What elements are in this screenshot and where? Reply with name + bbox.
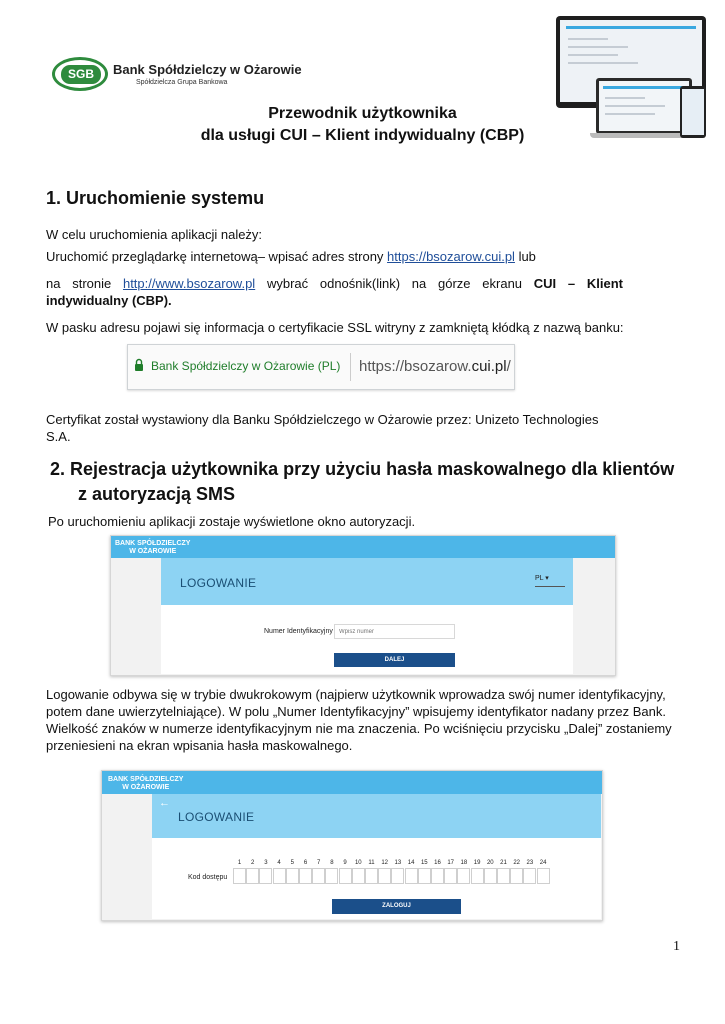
code-position-number: 21 — [500, 860, 507, 866]
section2-heading-line1: 2. Rejestracja użytkownika przy użyciu hasła maskowalnego dla klientów — [50, 459, 675, 479]
doc-title-line2: dla usługi CUI – Klient indywidualny (CBP) — [200, 127, 525, 144]
page-number: 1 — [673, 939, 680, 954]
login-screen-step1 — [110, 535, 616, 676]
code-cell[interactable] — [352, 868, 365, 884]
code-cell[interactable] — [523, 868, 536, 884]
code-position-number: 14 — [407, 860, 415, 866]
code-position-number: 17 — [447, 860, 455, 866]
code-position-number: 9 — [343, 860, 347, 866]
code-cell[interactable] — [246, 868, 259, 884]
doc-title-line1: Przewodnik użytkownika — [268, 105, 457, 122]
next-button[interactable]: DALEJ — [334, 653, 455, 667]
code-position-number: 20 — [486, 860, 494, 866]
language-select[interactable]: PL ▾ — [535, 575, 549, 582]
section2-p2: Logowanie odbywa się w trybie dwukrokowym (najpierw użytkownik wprowadza swój numer identyfikacyjny, potem dane uwierzytelniające). W polu „Numer Identyfikacyjny” wpisujemy identyfikator nadany przez Bank. Wielkość znaków w numerze identyfikacyjnym nie ma znaczenia. Po wciśnięciu przycisku „Dalej” zostaniemy przeniesieni na ekran wpisania hasła maskowalnego. — [46, 687, 672, 753]
code-cell[interactable] — [484, 868, 497, 884]
address-bar-image — [127, 344, 515, 390]
bank-name: Bank Spółdzielczy w Ożarowie — [113, 62, 302, 77]
address-divider — [350, 353, 351, 381]
section1-p4: W pasku adresu pojawi się informacja o certyfikacie SSL witryny z zamkniętą kłódką z nazwą banku: — [46, 320, 624, 335]
cui-link[interactable]: https://bsozarow.cui.pl — [387, 249, 515, 264]
code-cell[interactable] — [339, 868, 352, 884]
code-cell[interactable] — [497, 868, 510, 884]
code-cell[interactable] — [378, 868, 391, 884]
app-brand: BANK SPÓŁDZIELCZY W OŻAROWIE — [115, 540, 191, 555]
section2-p1: Po uruchomieniu aplikacji zostaje wyświetlone okno autoryzacji. — [48, 514, 416, 529]
login-screen-step2 — [101, 770, 603, 921]
code-cell[interactable] — [471, 868, 484, 884]
bank-site-link[interactable]: http://www.bsozarow.pl — [122, 276, 256, 291]
login-panel — [152, 794, 601, 919]
code-cell[interactable] — [312, 868, 325, 884]
ssl-site-name: Bank Spółdzielczy w Ożarowie (PL) — [151, 359, 341, 373]
code-position-number: 8 — [330, 860, 334, 866]
code-cell[interactable] — [273, 868, 286, 884]
code-position-number: 4 — [277, 860, 281, 866]
back-arrow-icon[interactable]: ← — [159, 797, 170, 809]
login-title: LOGOWANIE — [180, 576, 257, 590]
id-input[interactable] — [334, 624, 455, 639]
code-position-number: 2 — [251, 860, 255, 866]
address-url: https://bsozarow.cui.pl/ — [359, 358, 511, 375]
code-cell[interactable] — [457, 868, 470, 884]
code-cell[interactable] — [391, 868, 404, 884]
code-cell[interactable] — [365, 868, 378, 884]
code-cell[interactable] — [444, 868, 457, 884]
code-position-number: 3 — [264, 860, 268, 866]
code-position-number: 12 — [381, 860, 389, 866]
login-title: LOGOWANIE — [178, 810, 255, 824]
code-position-number: 7 — [317, 860, 321, 866]
lock-icon — [134, 358, 144, 372]
section2-heading-line2: z autoryzacją SMS — [78, 484, 236, 504]
code-position-number: 18 — [460, 860, 468, 866]
section1-p3: na stronie http://www.bsozarow.pl wybrać odnośnik(link) na górze ekranu CUI – Klient indywidualny (CBP). — [46, 276, 623, 308]
code-position-number: 5 — [290, 860, 294, 866]
code-label: Kod dostępu — [188, 874, 228, 881]
chevron-down-icon: ▾ — [545, 575, 549, 582]
sgb-logo: SGB — [61, 65, 101, 84]
login-button[interactable]: ZALOGUJ — [332, 899, 461, 914]
code-cell[interactable] — [537, 868, 550, 884]
code-position-number: 13 — [394, 860, 402, 866]
code-cell[interactable] — [431, 868, 444, 884]
login-panel — [161, 558, 573, 674]
id-label: Numer Identyfikacyjny — [264, 628, 333, 635]
code-position-number: 10 — [354, 860, 362, 866]
section1-p5: Certyfikat został wystawiony dla Banku Spółdzielczego w Ożarowie przez: Unizeto Technologies S.A. — [46, 412, 599, 444]
section1-heading: 1. Uruchomienie systemu — [46, 188, 265, 208]
code-position-number: 6 — [303, 860, 308, 866]
code-position-number: 19 — [473, 860, 481, 866]
app-brand: BANK SPÓŁDZIELCZY W OŻAROWIE — [108, 776, 184, 791]
code-cell[interactable] — [510, 868, 523, 884]
code-cell[interactable] — [325, 868, 338, 884]
code-cell[interactable] — [233, 868, 246, 884]
bank-subtitle: Spółdzielcza Grupa Bankowa — [136, 79, 228, 86]
code-cell[interactable] — [286, 868, 299, 884]
code-cell[interactable] — [299, 868, 312, 884]
code-cell[interactable] — [259, 868, 272, 884]
section1-p2: Uruchomić przeglądarkę internetową– wpisać adres strony https://bsozarow.cui.pl lub — [46, 249, 536, 264]
code-position-number: 22 — [513, 860, 521, 866]
code-position-number: 23 — [526, 860, 534, 866]
code-position-number: 1 — [237, 860, 242, 866]
code-cell[interactable] — [418, 868, 431, 884]
code-position-number: 11 — [368, 860, 375, 866]
code-position-number: 24 — [539, 860, 547, 866]
language-underline — [535, 586, 565, 587]
code-cell[interactable] — [405, 868, 418, 884]
code-position-number: 16 — [434, 860, 441, 866]
code-position-number: 15 — [420, 860, 428, 866]
section1-p1: W celu uruchomienia aplikacji należy: — [46, 227, 263, 242]
